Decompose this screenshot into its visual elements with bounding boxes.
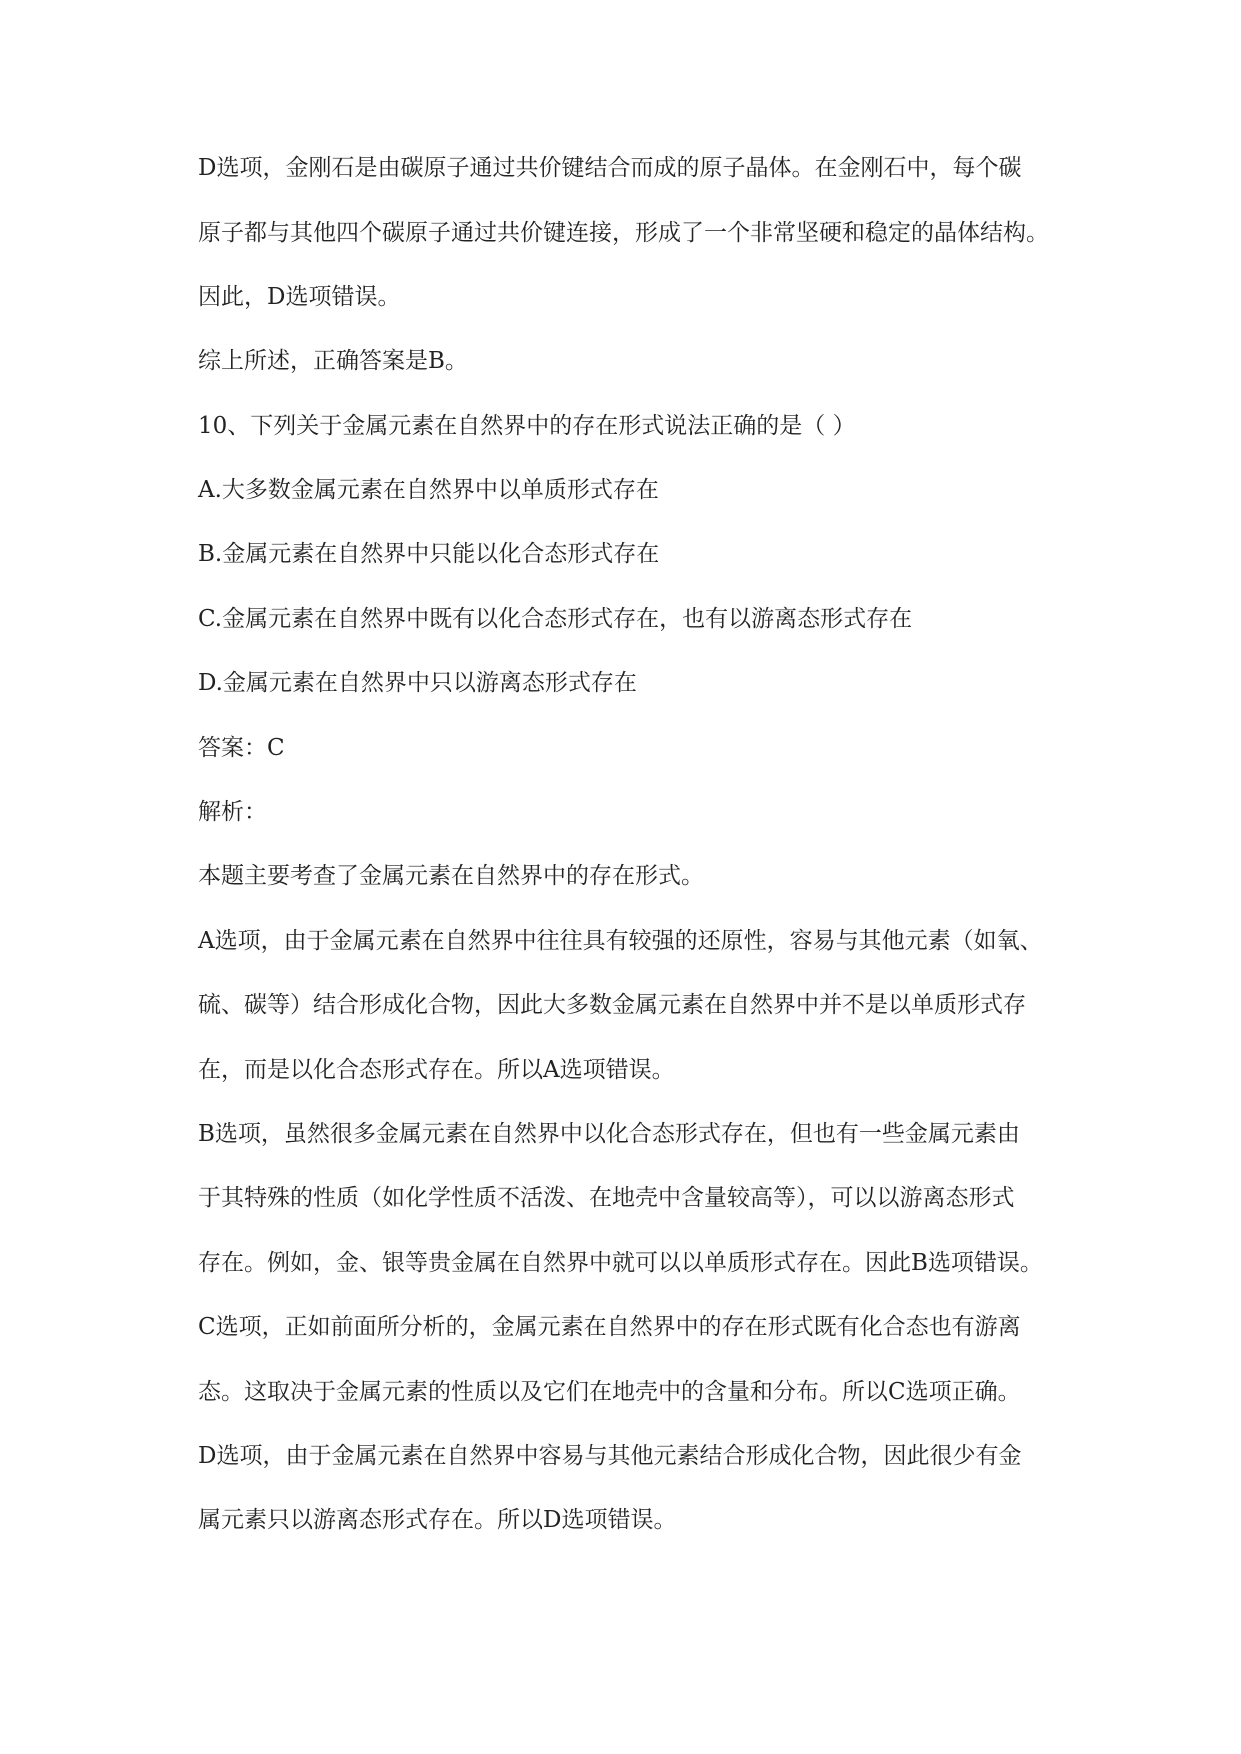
text-line: 原子都与其他四个碳原子通过共价键连接，形成了一个非常坚硬和稳定的晶体结构。: [198, 220, 1049, 246]
text-line: D选项，金刚石是由碳原子通过共价键结合而成的原子晶体。在金刚石中，每个碳: [198, 155, 1022, 181]
text-line: 在，而是以化合态形式存在。所以A选项错误。: [198, 1057, 675, 1083]
text-line: 因此，D选项错误。: [198, 284, 401, 310]
option-a: A.大多数金属元素在自然界中以单质形式存在: [198, 477, 659, 503]
text-line: C选项，正如前面所分析的，金属元素在自然界中的存在形式既有化合态也有游离: [198, 1314, 1021, 1340]
answer-line: 答案：C: [198, 735, 285, 761]
text-line: 本题主要考查了金属元素在自然界中的存在形式。: [198, 863, 704, 889]
option-d: D.金属元素在自然界中只以游离态形式存在: [198, 670, 637, 696]
text-line: A选项，由于金属元素在自然界中往往具有较强的还原性，容易与其他元素（如氧、: [198, 928, 1043, 954]
text-line: B选项，虽然很多金属元素在自然界中以化合态形式存在，但也有一些金属元素由: [198, 1121, 1020, 1147]
text-line: 于其特殊的性质（如化学性质不活泼、在地壳中含量较高等），可以以游离态形式: [198, 1185, 1015, 1211]
analysis-heading: 解析：: [198, 799, 267, 825]
text-line: 态。这取决于金属元素的性质以及它们在地壳中的含量和分布。所以C选项正确。: [198, 1379, 1021, 1405]
text-line: D选项，由于金属元素在自然界中容易与其他元素结合形成化合物，因此很少有金: [198, 1443, 1022, 1469]
text-line: 存在。例如，金、银等贵金属在自然界中就可以以单质形式存在。因此B选项错误。: [198, 1250, 1043, 1276]
question-title: 10、下列关于金属元素在自然界中的存在形式说法正确的是（ ）: [198, 413, 856, 439]
option-c: C.金属元素在自然界中既有以化合态形式存在，也有以游离态形式存在: [198, 606, 913, 632]
text-line: 硫、碳等）结合形成化合物，因此大多数金属元素在自然界中并不是以单质形式存: [198, 992, 1026, 1018]
option-b: B.金属元素在自然界中只能以化合态形式存在: [198, 541, 660, 567]
text-line: 属元素只以游离态形式存在。所以D选项错误。: [198, 1507, 677, 1533]
text-line: 综上所述，正确答案是B。: [198, 348, 468, 374]
